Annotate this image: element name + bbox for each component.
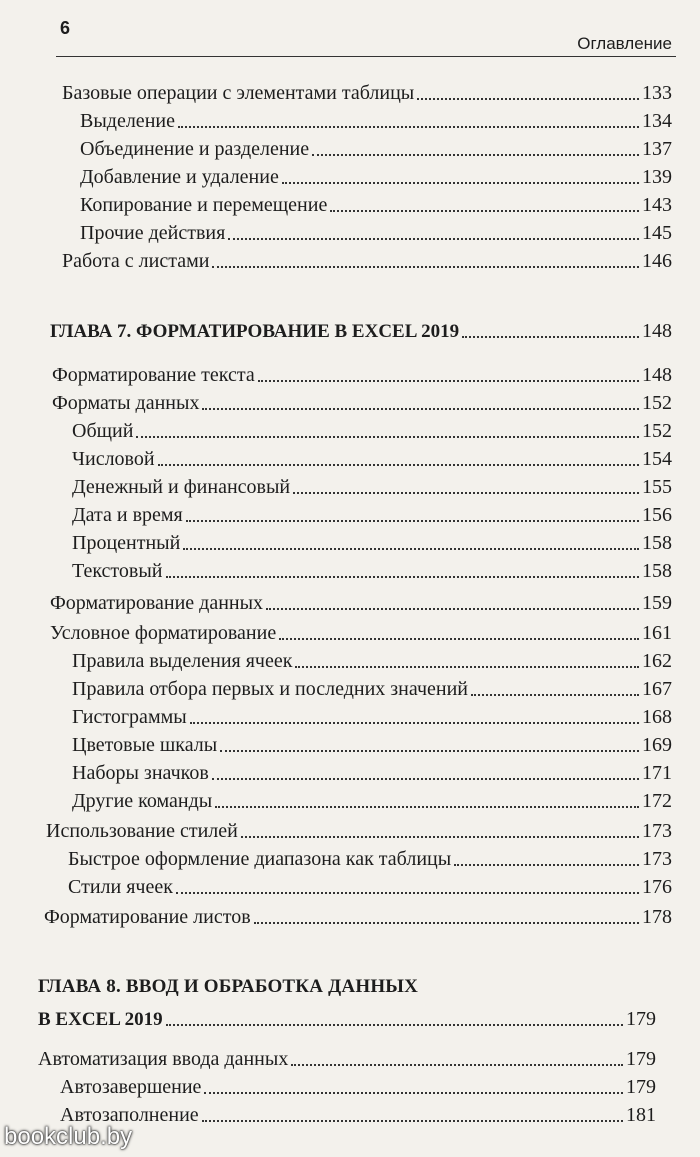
toc-entry-title: Форматирование листов [44,906,251,928]
toc-entry [72,530,672,556]
toc-entry [44,904,672,930]
leader-dots [228,220,639,246]
leader-dots [241,818,639,844]
leader-dots [178,108,639,134]
leader-dots [295,648,639,674]
chapter-heading-line: ГЛАВА 8. ВВОД И ОБРАБОТКА ДАННЫХ [38,976,419,997]
toc-entry-page: 168 [642,706,672,728]
toc-entry-title: Быстрое оформление диапазона как таблицы [68,848,452,870]
toc-entry [60,1102,656,1128]
leader-dots [454,846,639,872]
toc-entry-title: Работа с листами [62,250,210,272]
toc-entry-page: 146 [642,250,672,272]
toc-entry-page: 167 [642,678,672,700]
toc-entry-page: 139 [642,166,672,188]
toc-entry-title: Копирование и перемещение [80,194,328,216]
chapter-page: 179 [626,1008,656,1030]
toc-entry [68,846,672,872]
chapter-heading [50,318,672,344]
toc-entry-title: Правила выделения ячеек [72,650,293,672]
toc-entry-page: 169 [642,734,672,756]
leader-dots [266,590,639,616]
toc-entry-page: 158 [642,532,672,554]
toc-entry-title: Правила отбора первых и последних значений [72,678,468,700]
toc-entry-title: Автоматизация ввода данных [38,1048,289,1070]
leader-dots [282,164,639,190]
leader-dots [258,362,639,388]
leader-dots [471,676,639,702]
toc-entry [50,620,672,646]
leader-dots [183,530,639,556]
toc-entry-page: 179 [626,1048,656,1070]
toc-entry [80,164,672,190]
toc-entry-page: 133 [642,82,672,104]
toc-entry-title: Автозаполнение [60,1104,199,1126]
toc-entry [72,418,672,444]
toc-entry-title: Стили ячеек [68,876,173,898]
leader-dots [279,620,639,646]
toc-entry [80,220,672,246]
toc-entry-page: 161 [642,622,672,644]
chapter-title: В EXCEL 2019 [38,1009,163,1030]
leader-dots [312,136,639,162]
toc-entry-title: Форматирование текста [52,364,255,386]
toc-entry-page: 143 [642,194,672,216]
toc-entry-title: Дата и время [72,504,183,526]
toc-entry-page: 173 [642,848,672,870]
toc-entry-page: 145 [642,222,672,244]
toc-entry-page: 152 [642,420,672,442]
leader-dots [291,1046,623,1072]
toc-entry-title: Другие команды [72,790,213,812]
toc-entry-title: Числовой [72,448,155,470]
leader-dots [136,418,639,444]
leader-dots [158,446,639,472]
toc-entry [50,590,672,616]
toc-entry [62,248,672,274]
toc-entry-title: Выделение [80,110,175,132]
leader-dots [202,1102,623,1128]
toc-entry-page: 179 [626,1076,656,1098]
toc-entry [72,732,672,758]
leader-dots [204,1074,623,1100]
leader-dots [293,474,639,500]
toc-entry-title: Добавление и удаление [80,166,279,188]
toc-entry [46,818,672,844]
toc-entry-page: 155 [642,476,672,498]
toc-entry-title: Условное форматирование [50,622,277,644]
toc-entry [80,192,672,218]
toc-entry-title: Общий [72,420,134,442]
leader-dots [212,760,639,786]
toc-entry-title: Текстовый [72,560,163,582]
watermark: bookclub.by [4,1123,133,1150]
leader-dots [215,788,639,814]
leader-dots [202,390,639,416]
leader-dots [330,192,639,218]
toc-entry [62,80,672,106]
toc-entry [60,1074,656,1100]
toc-entry-title: Гистограммы [72,706,187,728]
toc-entry-title: Наборы значков [72,762,209,784]
leader-dots [417,80,639,106]
running-head: Оглавление [577,34,672,53]
toc-entry [38,1046,656,1072]
toc-entry-page: 173 [642,820,672,842]
toc-entry-title: Цветовые шкалы [72,734,218,756]
toc-entry-page: 176 [642,876,672,898]
toc-entry [80,108,672,134]
toc-entry-title: Автозавершение [60,1076,202,1098]
toc-entry [80,136,672,162]
chapter-page: 148 [642,320,672,342]
toc-entry [52,390,672,416]
leader-dots [212,248,639,274]
toc-entry [68,874,672,900]
leader-dots [254,904,639,930]
leader-dots [166,1006,623,1032]
toc-entry-page: 172 [642,790,672,812]
toc-entry [72,502,672,528]
toc-entry-page: 159 [642,592,672,614]
toc-entry [52,362,672,388]
leader-dots [186,502,639,528]
toc-entry-page: 154 [642,448,672,470]
toc-entry [72,760,672,786]
toc-entry-page: 181 [626,1104,656,1126]
chapter-title: ГЛАВА 7. ФОРМАТИРОВАНИЕ В EXCEL 2019 [50,321,460,342]
leader-dots [220,732,639,758]
toc-entry-title: Использование стилей [46,820,238,842]
toc-entry [72,788,672,814]
toc-entry-title: Прочие действия [80,222,226,244]
toc-entry-title: Форматирование данных [50,592,264,614]
toc-entry [72,676,672,702]
toc-entry-page: 152 [642,392,672,414]
toc-entry [72,704,672,730]
toc-entry-title: Форматы данных [52,392,200,414]
toc-entry-title: Объединение и разделение [80,138,310,160]
toc-entry-title: Базовые операции с элементами таблицы [62,82,415,104]
toc-entry [72,558,672,584]
toc-entry-page: 137 [642,138,672,160]
toc-entry-page: 148 [642,364,672,386]
header-rule [56,56,676,57]
toc-entry-page: 162 [642,650,672,672]
toc-entry [72,474,672,500]
toc-entry-page: 171 [642,762,672,784]
toc-entry-page: 156 [642,504,672,526]
toc-entry-title: Процентный [72,532,181,554]
toc-entry [72,446,672,472]
page-number: 6 [60,18,71,38]
toc-entry-page: 178 [642,906,672,928]
chapter-heading [38,1006,656,1032]
toc-entry-page: 158 [642,560,672,582]
leader-dots [176,874,639,900]
toc-entry-page: 134 [642,110,672,132]
toc-entry [72,648,672,674]
leader-dots [462,318,639,344]
leader-dots [166,558,640,584]
toc-entry-title: Денежный и финансовый [72,476,291,498]
leader-dots [190,704,639,730]
